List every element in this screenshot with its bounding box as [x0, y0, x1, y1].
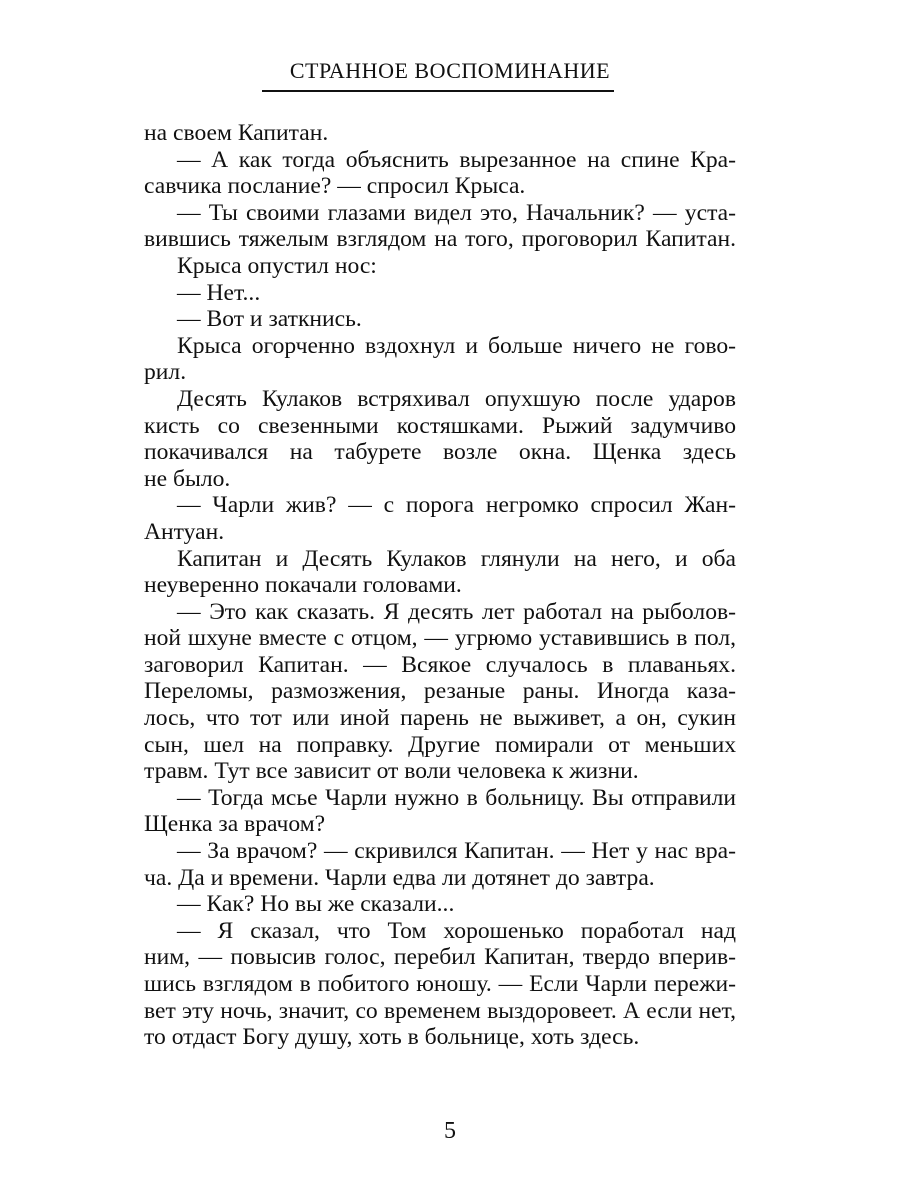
text-line: — Это как сказать. Я десять лет работал на рыболов- [177, 598, 736, 625]
text-line: то отдаст Богу душу, хоть в больнице, хоть здесь. [144, 1024, 640, 1051]
text-line: вет эту ночь, значит, со временем выздоровеет. А если нет, [144, 997, 736, 1024]
text-line: савчика послание? — спросил Крыса. [144, 173, 526, 200]
text-line: Переломы, размозжения, резаные раны. Иногда каза- [144, 678, 736, 705]
text-line: — Вот и заткнись. [177, 306, 362, 333]
text-line: ча. Да и времени. Чарли едва ли дотянет до завтра. [144, 864, 655, 891]
text-line: лось, что тот или иной парень не выживет, а он, сукин [144, 705, 736, 732]
text-line: Десять Кулаков встряхивал опухшую после ударов [177, 385, 736, 412]
text-line: не было. [144, 465, 231, 492]
text-line: на своем Капитан. [144, 120, 329, 146]
text-line: Антуан. [144, 518, 225, 545]
text-line: — А как тогда объяснить вырезанное на спине Кра- [177, 146, 736, 173]
page-number: 5 [444, 1118, 456, 1144]
text-line: Крыса опустил нос: [177, 252, 377, 279]
text-line: ним, — повысив голос, перебил Капитан, твердо вперив- [144, 944, 736, 971]
body-text [144, 120, 736, 1051]
text-line: Щенка за врачом? [144, 811, 326, 838]
text-line: — Тогда мсье Чарли нужно в больницу. Вы отправили [177, 784, 736, 811]
text-line: — Ты своими глазами видел это, Начальник? — уста- [177, 199, 736, 226]
text-line: — Нет... [177, 279, 261, 306]
text-line: заговорил Капитан. — Всякое случалось в плаваньях. [144, 651, 736, 678]
text-line: вившись тяжелым взглядом на того, проговорил Капитан. [144, 226, 736, 253]
text-line: шись взглядом в побитого юношу. — Если Чарли пережи- [144, 971, 736, 997]
text-line: сын, шел на поправку. Другие помирали от меньших [144, 731, 736, 758]
text-line: покачивался на табурете возле окна. Щенка здесь [144, 439, 736, 466]
text-line: рил. [144, 359, 187, 386]
text-line: ной шхуне вместе с отцом, — угрюмо уставившись в пол, [144, 625, 736, 652]
text-line: неуверенно покачали головами. [144, 572, 462, 599]
text-line: Капитан и Десять Кулаков глянули на него, и оба [177, 545, 736, 572]
text-line: — Как? Но вы же сказали... [177, 891, 455, 918]
text-line: — Чарли жив? — с порога негромко спросил Жан- [177, 492, 736, 519]
text-line: — Я сказал, что Том хорошенько поработал над [177, 917, 736, 944]
text-line: кисть со свезенными костяшками. Рыжий задумчиво [144, 412, 736, 439]
text-line: травм. Тут все зависит от воли человека к жизни. [144, 758, 639, 785]
text-line: Крыса огорченно вздохнул и больше ничего не гово- [177, 332, 736, 359]
text-line: — За врачом? — скривился Капитан. — Нет у нас вра- [177, 838, 736, 865]
running-title: СТРАННОЕ ВОСПОМИНАНИЕ [289, 58, 611, 83]
header-rule [262, 90, 614, 92]
